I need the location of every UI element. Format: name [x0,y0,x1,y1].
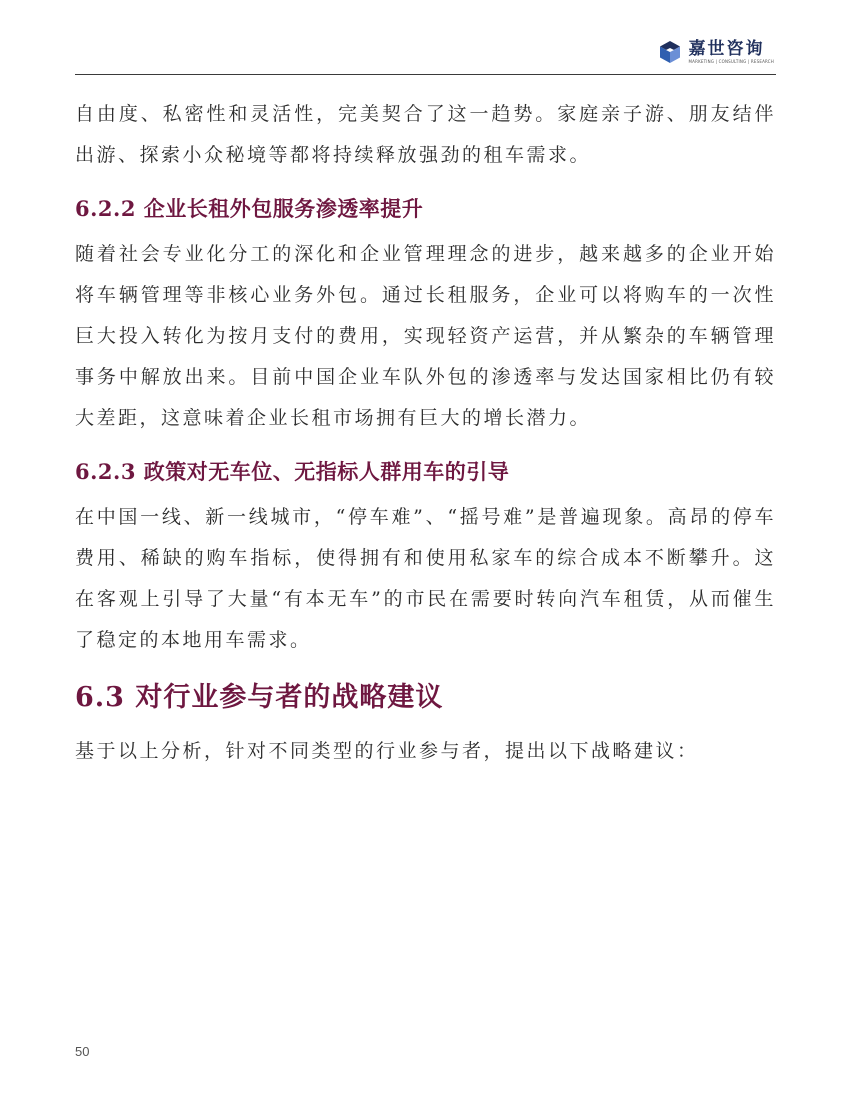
heading-6-3: 6.3 对行业参与者的战略建议 [75,682,444,713]
paragraph-continuation: 自由度、私密性和灵活性，完美契合了这一趋势。家庭亲子游、朋友结伴出游、探索小众秘境等都将持续释放强劲的租车需求。 [75,103,776,166]
page-header [75,30,776,75]
paragraph-enterprise-leasing: 随着社会专业化分工的深化和企业管理理念的进步，越来越多的企业开始将车辆管理等非核心业务外包。通过长租服务，企业可以将购车的一次性巨大投入转化为按月支付的费用，实现轻资产运营，并从繁杂的车辆管理事务中解放出来。目前中国企业车队外包的渗透率与发达国家相比仍有较大差距，这意味着企业长租市场拥有巨大的增长潜力。 [75,243,776,429]
paragraph-strategy-intro: 基于以上分析，针对不同类型的行业参与者，提出以下战略建议： [75,740,699,762]
page-number: 50 [75,1044,90,1059]
heading-6-2-3: 6.2.3 政策对无车位、无指标人群用车的引导 [75,459,510,484]
heading-6-2-2: 6.2.2 企业长租外包服务渗透率提升 [75,196,424,221]
page-content [75,94,776,786]
paragraph-policy-guidance: 在中国一线、新一线城市，“停车难”、“摇号难”是普遍现象。高昂的停车费用、稀缺的购车指标，使得拥有和使用私家车的综合成本不断攀升。这在客观上引导了大量“有本无车”的市民在需要时转向汽车租赁，从而催生了稳定的本地用车需求。 [75,506,776,651]
company-logo [657,36,775,68]
logo-name: 嘉世咨询 [688,38,765,59]
logo-tagline: MARKETING | CONSULTING | RESEARCH [688,58,774,64]
cube-logo-icon [657,39,683,65]
